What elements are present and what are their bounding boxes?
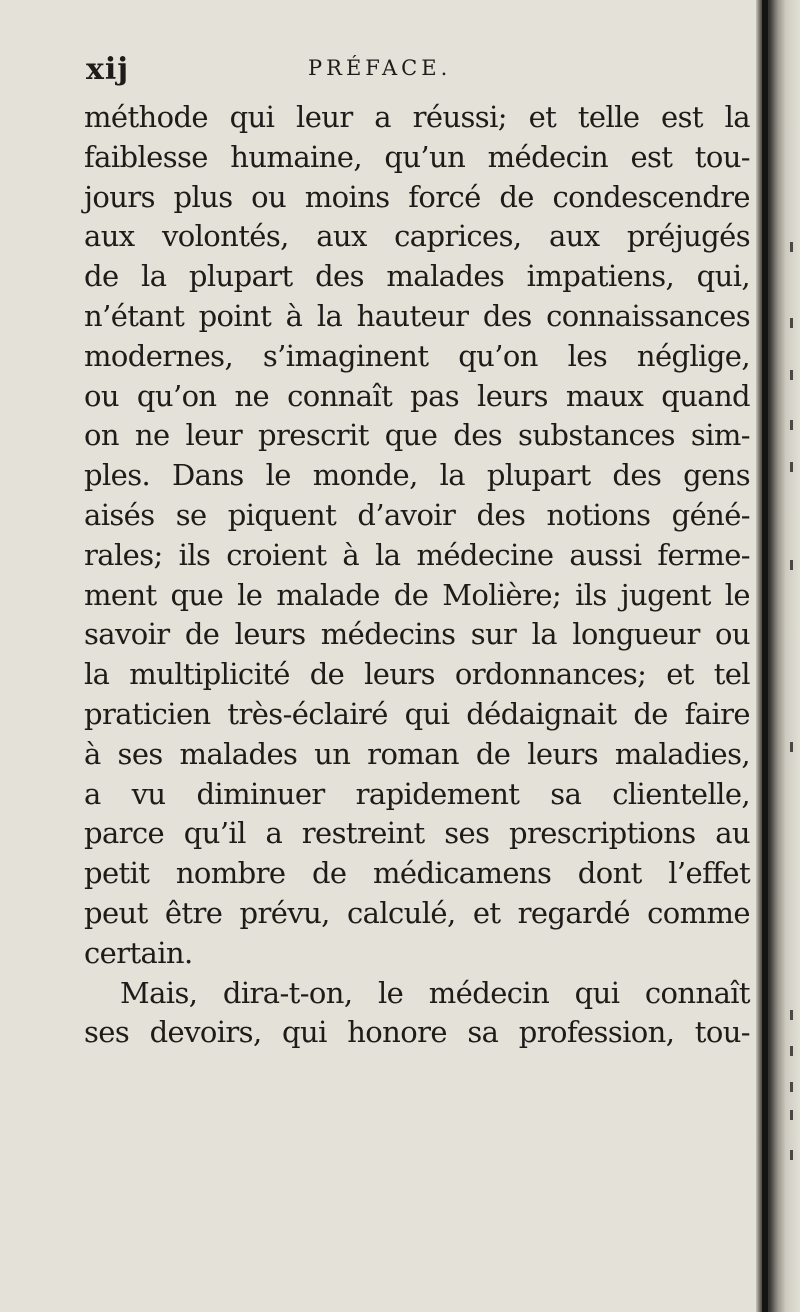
text-line: ou qu’on ne connaît pas leurs maux quand bbox=[84, 378, 750, 413]
text-line: faiblesse humaine, qu’un médecin est tou- bbox=[84, 139, 750, 174]
text-line: à ses malades un roman de leurs maladies, bbox=[84, 736, 750, 771]
text-line: méthode qui leur a réussi; et telle est la bbox=[84, 100, 750, 134]
text-line: modernes, s’imaginent qu’on les néglige, bbox=[84, 338, 750, 373]
page-header bbox=[86, 52, 746, 92]
text-line: ses devoirs, qui honore sa profession, tou- bbox=[84, 1015, 750, 1050]
text-line: rales; ils croient à la médecine aussi ferme- bbox=[84, 537, 750, 572]
page-number: xij bbox=[86, 52, 130, 87]
body-text bbox=[84, 98, 750, 1053]
text-line: jours plus ou moins forcé de condescendre bbox=[84, 179, 750, 214]
text-line: peut être prévu, calculé, et regardé comme bbox=[84, 895, 750, 930]
text-line: ment que le malade de Molière; ils jugent le bbox=[84, 577, 750, 612]
binding-shadow bbox=[762, 0, 768, 1312]
text-line: savoir de leurs médecins sur la longueur ou bbox=[84, 617, 750, 652]
text-line: aisés se piquent d’avoir des notions géné- bbox=[84, 497, 750, 532]
text-line: ples. Dans le monde, la plupart des gens bbox=[84, 458, 750, 493]
text-line: de la plupart des malades impatiens, qui, bbox=[84, 259, 750, 294]
text-line: n’étant point à la hauteur des connaissances bbox=[84, 298, 750, 333]
running-head: PRÉFACE. bbox=[308, 56, 452, 80]
text-line: on ne leur prescrit que des substances sim- bbox=[84, 418, 750, 453]
text-line: petit nombre de médicamens dont l’effet bbox=[84, 856, 750, 891]
text-line: parce qu’il a restreint ses prescriptions au bbox=[84, 816, 750, 851]
text-line: a vu diminuer rapidement sa clientelle, bbox=[84, 776, 750, 811]
text-line: aux volontés, aux caprices, aux préjugés bbox=[84, 219, 750, 254]
text-line: Mais, dira-t-on, le médecin qui connaît bbox=[120, 975, 750, 1010]
text-line: la multiplicité de leurs ordonnances; et tel bbox=[84, 657, 750, 692]
text-line: certain. bbox=[84, 935, 193, 970]
facing-page-edge bbox=[784, 0, 800, 1312]
text-line: praticien très-éclairé qui dédaignait de faire bbox=[84, 696, 750, 731]
